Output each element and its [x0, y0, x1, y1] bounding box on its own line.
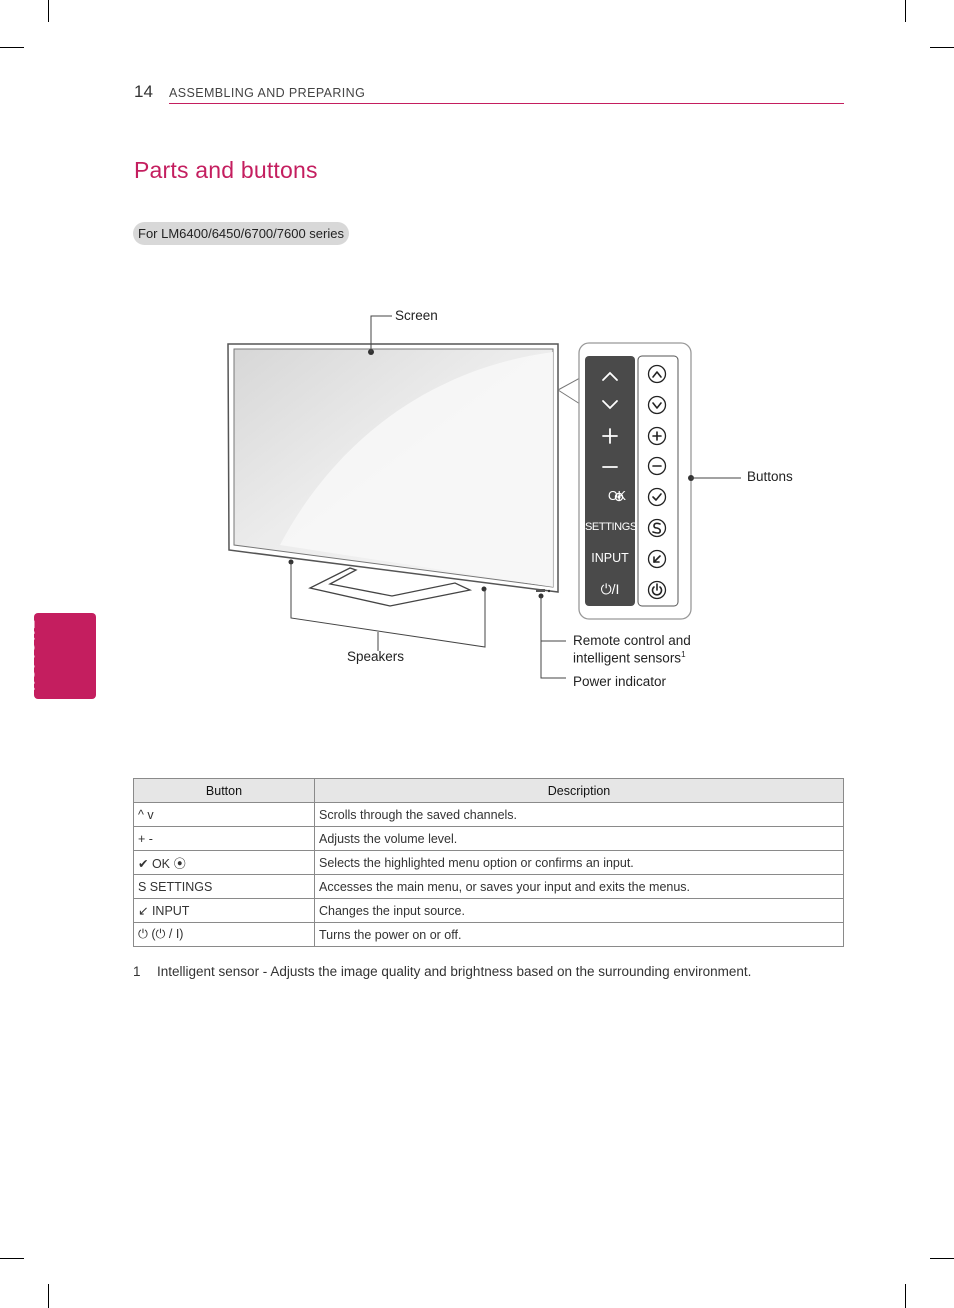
table-row	[134, 803, 844, 827]
crop-mark	[930, 1258, 954, 1259]
table-header-row	[134, 779, 844, 803]
remote-sensors-text: intelligent sensors	[573, 650, 682, 666]
speaker-dot-right	[482, 587, 487, 592]
crop-mark	[48, 1284, 49, 1308]
table-row	[134, 875, 844, 899]
buttons-table	[133, 778, 844, 947]
footnote-marker: 1	[681, 650, 686, 659]
footnote-number: 1	[133, 964, 141, 979]
table-cell-description: Selects the highlighted menu option or confirms an input.	[315, 851, 844, 875]
screen-label: Screen	[395, 308, 438, 323]
channel-up-button	[649, 366, 666, 383]
zoom-line	[558, 378, 580, 390]
button-panel-dark	[585, 356, 635, 606]
table-cell-button: ↙ INPUT	[134, 899, 315, 923]
panel-power-label: ⏻/I	[600, 581, 620, 597]
table-row	[134, 851, 844, 875]
remote-sensors-label-line2	[573, 650, 686, 666]
page-number: 14	[134, 82, 153, 101]
panel-settings-label: SETTINGS	[585, 521, 637, 533]
channel-down-button	[649, 397, 666, 414]
power-indicator-leader	[541, 641, 566, 678]
table-row	[134, 899, 844, 923]
section-header: ASSEMBLING AND PREPARING	[169, 86, 366, 100]
footnote	[133, 964, 751, 979]
language-tab-label: ENGLISH	[22, 619, 38, 693]
zoom-line	[558, 390, 580, 404]
power-indicator-label: Power indicator	[573, 674, 667, 689]
table-cell-description: Turns the power on or off.	[315, 923, 844, 947]
table-cell-description: Adjusts the volume level.	[315, 827, 844, 851]
table-cell-button: + -	[134, 827, 315, 851]
table-header-description: Description	[315, 779, 844, 803]
table-cell-description: Changes the input source.	[315, 899, 844, 923]
table-cell-button: S SETTINGS	[134, 875, 315, 899]
speakers-label: Speakers	[347, 649, 405, 664]
table-header-button: Button	[134, 779, 315, 803]
table-cell-description: Scrolls through the saved channels.	[315, 803, 844, 827]
panel-ok-label: OK	[607, 489, 626, 503]
table-cell-button: ^ v	[134, 803, 315, 827]
table-row	[134, 827, 844, 851]
power-indicator-light	[536, 589, 545, 592]
ok-button	[649, 489, 666, 506]
panel-input-label: INPUT	[591, 551, 629, 565]
table-cell-button: ⏻ (⏻ / I)	[134, 923, 315, 947]
table-cell-button: ✔ OK ⦿	[134, 851, 315, 875]
sensor-dot	[548, 590, 550, 592]
crop-mark	[905, 1284, 906, 1308]
buttons-label: Buttons	[747, 469, 793, 484]
table-cell-description: Accesses the main menu, or saves your input and exits the menus.	[315, 875, 844, 899]
page-title: Parts and buttons	[134, 157, 318, 183]
crop-mark	[0, 1258, 24, 1259]
series-badge: For LM6400/6450/6700/7600 series	[133, 222, 349, 245]
sensor-leader	[541, 596, 566, 641]
remote-sensors-label-line1: Remote control and	[573, 633, 691, 648]
button-panel-light	[638, 356, 678, 606]
table-row	[134, 923, 844, 947]
footnote-text: Intelligent sensor - Adjusts the image quality and brightness based on the surrounding environment.	[157, 964, 752, 979]
